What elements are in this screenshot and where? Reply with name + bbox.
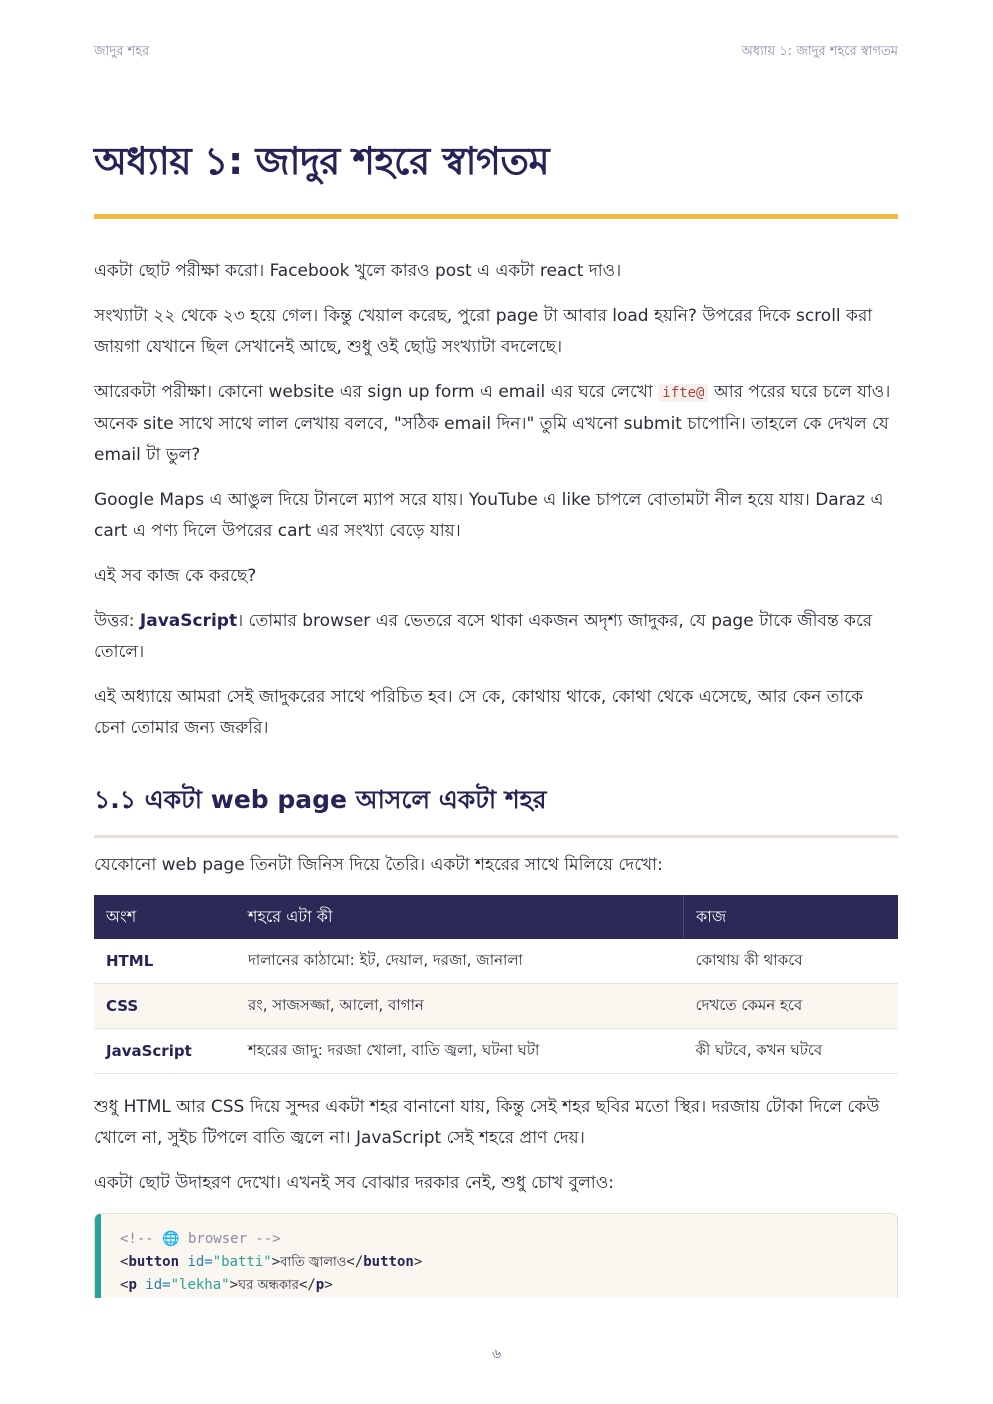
section-lead: যেকোনো web page তিনটা জিনিস দিয়ে তৈরি। একটা শহরের সাথে মিলিয়ে দেখো:	[94, 855, 663, 875]
running-header	[94, 42, 898, 63]
running-header-left: জাদুর শহর	[94, 44, 150, 59]
code-tag: p	[128, 1277, 137, 1293]
title-underline	[94, 214, 898, 219]
paragraph-text: । তোমার browser এর ভেতরে বসে থাকা একজন অদৃশ্য জাদুকর, যে page টাকে জীবন্ত করে তোলে।	[94, 611, 873, 662]
code-line-3	[120, 1274, 422, 1298]
code-attr: id=	[136, 1277, 171, 1293]
table-row	[94, 939, 898, 984]
code-punct: >	[413, 1253, 423, 1270]
code-text: ঘর অন্ধকার	[238, 1278, 299, 1293]
code-comment: <!-- 🌐 browser -->	[120, 1231, 281, 1247]
intro-paragraph-5: এই সব কাজ কে করছে?	[94, 566, 257, 586]
section-heading: ১.১ একটা web page আসলে একটা শহর	[94, 785, 547, 814]
table-cell: কোথায় কী থাকবে	[684, 939, 899, 984]
table-cell: শহরের জাদু: দরজা খোলা, বাতি জ্বলা, ঘটনা ঘটা	[236, 1029, 684, 1074]
code-tag: p	[315, 1277, 325, 1293]
table-cell: CSS	[94, 984, 236, 1029]
paragraph-text: আরেকটা পরীক্ষা। কোনো website এর sign up form এ email এর ঘরে লেখো	[94, 382, 659, 402]
paragraph-example-intro: একটা ছোট উদাহরণ দেখো। এখনই সব বোঝার দরকার নেই, শুধু চোখ বুলাও:	[94, 1173, 614, 1193]
code-punct: <	[120, 1277, 129, 1293]
code-attr-value: "lekha"	[170, 1277, 230, 1293]
bold-term: JavaScript	[139, 611, 238, 631]
intro-paragraph-2: সংখ্যাটা ২২ থেকে ২৩ হয়ে গেল। কিন্তু খেয়াল করেছ, পুরো page টা আবার load হয়নি? উপরের দিকে scroll করা জায়গা যেখানে ছিল সেখানেই আছে, শুধু ওই ছোট্ট সংখ্যাটা বদলেছে।	[94, 306, 873, 357]
intro-paragraph-7: এই অধ্যায়ে আমরা সেই জাদুকরের সাথে পরিচিত হব। সে কে, কোথায় থাকে, কোথা থেকে এসেছে, আর কেন তাকে চেনা তোমার জন্য জরুরি।	[94, 687, 864, 738]
code-punct: >	[324, 1277, 333, 1293]
intro-paragraph-1: একটা ছোট পরীক্ষা করো। Facebook খুলে কারও post এ একটা react দাও।	[94, 261, 622, 281]
table-header-cell: অংশ	[106, 906, 137, 926]
table-row	[94, 1029, 898, 1074]
running-header-right: অধ্যায় ১: জাদুর শহরে স্বাগতম	[741, 44, 898, 59]
table-cell: রং, সাজসজ্জা, আলো, বাগান	[236, 984, 684, 1029]
chapter-body	[94, 256, 898, 1325]
table-cell: কী ঘটবে, কখন ঘটবে	[684, 1029, 899, 1074]
code-punct: >	[271, 1253, 281, 1270]
page-number: ৬	[491, 1346, 502, 1362]
table-header-row	[94, 895, 898, 939]
code-line-2	[120, 1251, 422, 1275]
code-attr-value: "batti"	[212, 1253, 272, 1270]
paragraph-text: উত্তর:	[94, 611, 140, 631]
intro-paragraph-6	[94, 606, 898, 668]
code-tag: button	[128, 1253, 180, 1270]
table-header-cell: শহরে এটা কী	[248, 906, 333, 926]
code-punct: <	[120, 1253, 129, 1270]
chapter-title: অধ্যায় ১: জাদুর শহরে স্বাগতম	[94, 139, 550, 183]
code-lines	[120, 1228, 422, 1298]
code-line-1	[120, 1228, 422, 1251]
table-cell: দেখতে কেমন হবে	[684, 984, 899, 1029]
table-row	[94, 984, 898, 1029]
code-tag: button	[363, 1253, 414, 1270]
intro-paragraph-4: Google Maps এ আঙুল দিয়ে টানলে ম্যাপ সরে যায়। YouTube এ like চাপলে বোতামটা নীল হয়ে যায়। Daraz এ cart এ পণ্য দিলে উপরের cart এর সংখ্যা বেড়ে যায়।	[94, 490, 884, 541]
table-cell: HTML	[94, 939, 236, 984]
table-cell: JavaScript	[94, 1029, 236, 1074]
code-punct: </	[346, 1253, 364, 1270]
code-punct: >	[229, 1277, 239, 1293]
code-punct: </	[298, 1277, 316, 1293]
intro-paragraph-3	[94, 377, 898, 471]
section-underline	[94, 835, 898, 838]
table-header-cell: কাজ	[684, 895, 899, 939]
inline-code: ifte@	[658, 384, 708, 402]
paragraph-after-table: শুধু HTML আর CSS দিয়ে সুন্দর একটা শহর বানানো যায়, কিন্তু সেই শহর ছবির মতো স্থির। দরজায় টোকা দিলে কেউ খোলে না, সুইচ টিপলে বাতি জ্বলে না। JavaScript সেই শহরে প্রাণ দেয়।	[94, 1097, 880, 1148]
paragraph-text: আর পরের ঘরে চলে যাও। অনেক site সাথে সাথে লাল লেখায় বলবে, "সঠিক email দিন।" তুমি এখনো submit চাপোনি। তাহলে কে দেখল যে email টা ভুল?	[94, 382, 891, 465]
table-cell: দালানের কাঠামো: ইট, দেয়াল, দরজা, জানালা	[236, 939, 684, 984]
code-text: বাতি জ্বালাও	[280, 1254, 347, 1270]
code-attr: id=	[179, 1253, 213, 1270]
comparison-table	[94, 895, 898, 1074]
